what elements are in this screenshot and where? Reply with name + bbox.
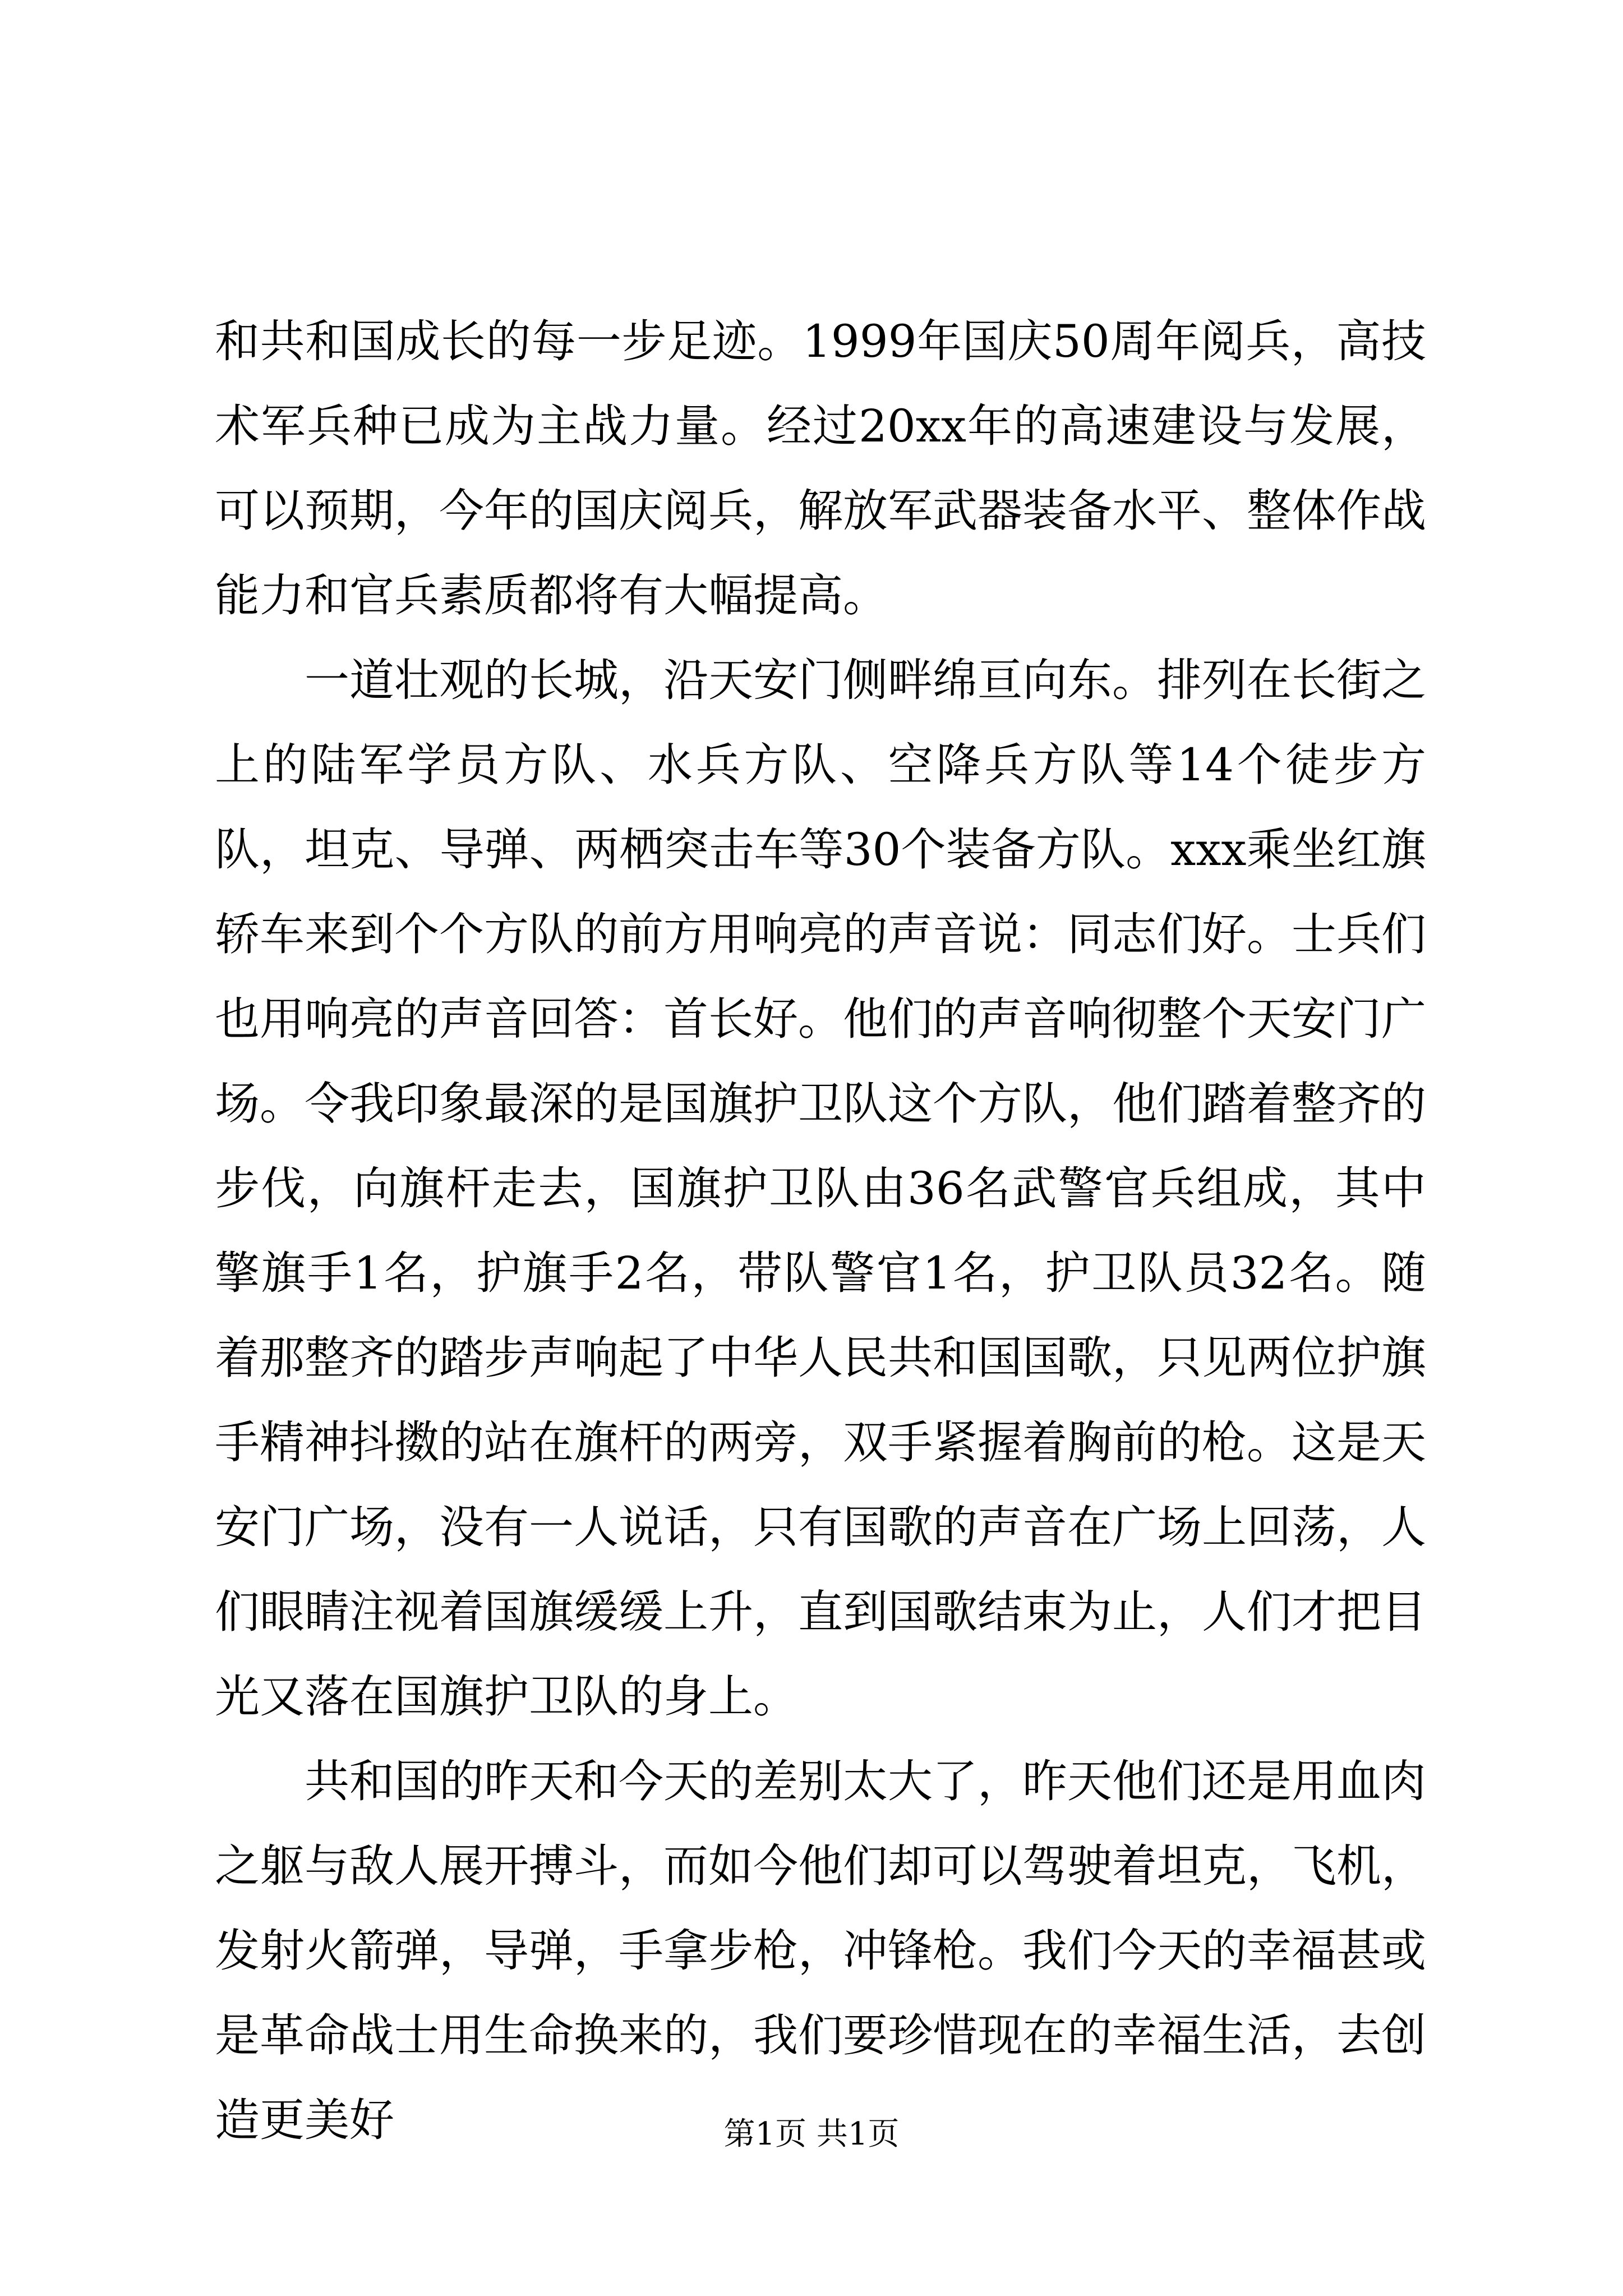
paragraph-3: 共和国的昨天和今天的差别太大了，昨天他们还是用血肉之躯与敌人展开搏斗，而如今他们却可以驾驶着坦克，飞机，发射火箭弹，导弹，手拿步枪，冲锋枪。我们今天的幸福甚或是革命战士用生命换来的，我们要珍惜现在的幸福生活，去创造更美好 <box>215 1755 1426 2146</box>
paragraph-2: 一道壮观的长城，沿天安门侧畔绵亘向东。排列在长街之上的陆军学员方队、水兵方队、空降兵方队等14个徒步方队，坦克、导弹、两栖突击车等30个装备方队。xxx乘坐红旗轿车来到个个方队的前方用响亮的声音说：同志们好。士兵们也用响亮的声音回答：首长好。他们的声音响彻整个天安门广场。令我印象最深的是国旗护卫队这个方队，他们踏着整齐的步伐，向旗杆走去，国旗护卫队由36名武警官兵组成，其中擎旗手1名，护旗手2名，带队警官1名，护卫队员32名。随着那整齐的踏步声响起了中华人民共和国国歌，只见两位护旗手精神抖擞的站在旗杆的两旁，双手紧握着胸前的枪。这是天安门广场，没有一人说话，只有国歌的声音在广场上回荡，人们眼睛注视着国旗缓缓上升，直到国歌结束为止，人们才把目光又落在国旗护卫队的身上。 <box>215 654 1426 1723</box>
document-body <box>215 299 1426 2162</box>
paragraph-1: 和共和国成长的每一步足迹。1999年国庆50周年阅兵，高技术军兵种已成为主战力量。经过20xx年的高速建设与发展，可以预期，今年的国庆阅兵，解放军武器装备水平、整体作战能力和官兵素质都将有大幅提高。 <box>215 315 1426 622</box>
page-footer: 第1页 共1页 <box>723 2116 900 2152</box>
